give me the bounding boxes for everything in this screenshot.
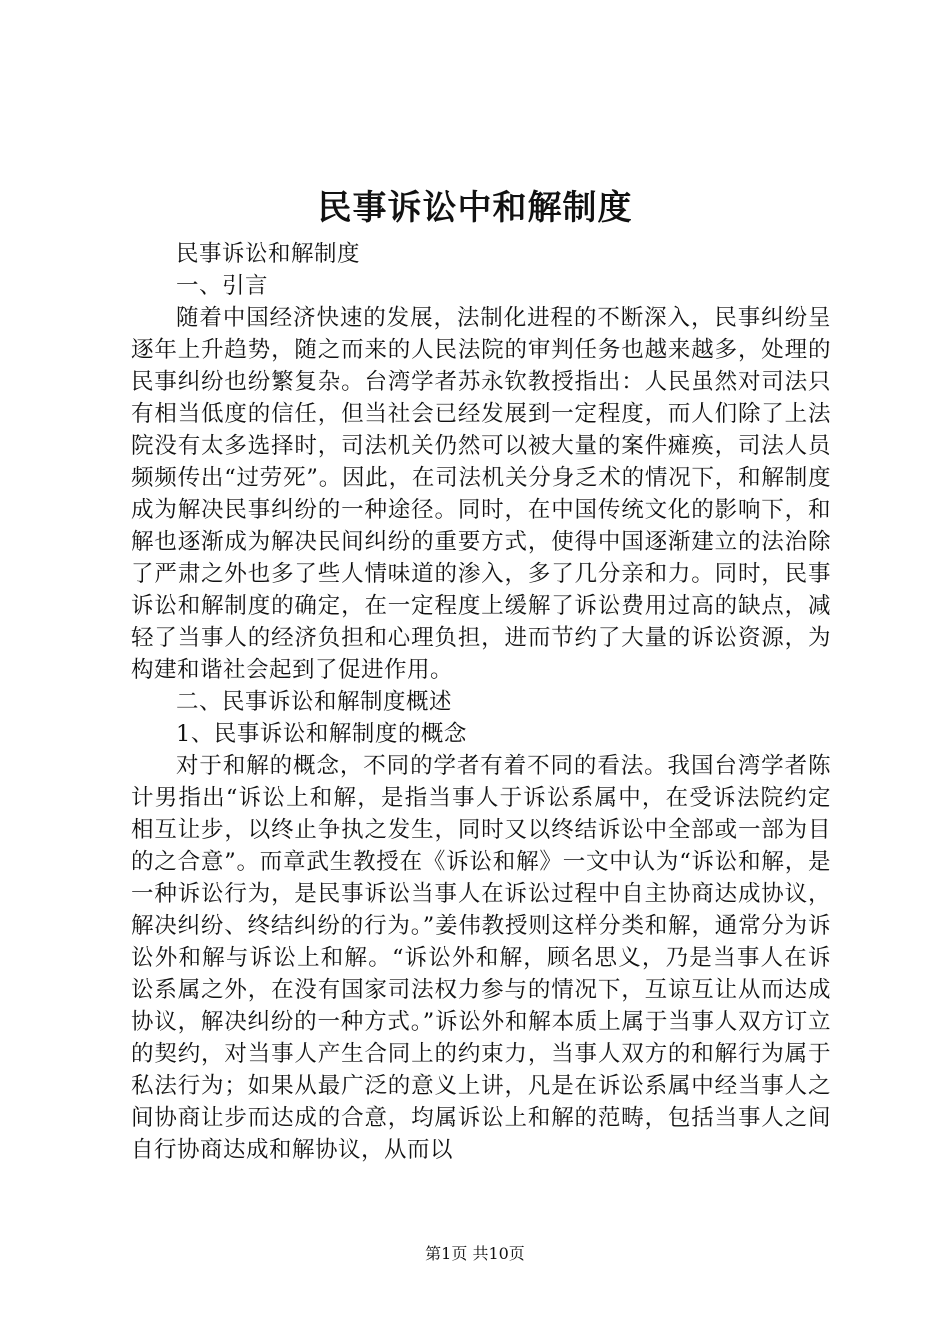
section-heading-introduction: 一、引言: [176, 273, 269, 299]
subsection-heading-concept: 1、民事诉讼和解制度的概念: [176, 721, 467, 747]
page-number-footer: 第1页 共10页: [425, 1244, 525, 1263]
section-heading-overview: 二、民事诉讼和解制度概述: [176, 689, 453, 715]
document-body: [131, 238, 831, 1166]
subtitle-paragraph: 民事诉讼和解制度: [176, 241, 361, 267]
body-paragraph: 随着中国经济快速的发展，法制化进程的不断深入，民事纠纷呈逐年上升趋势，随之而来的人民法院的审判任务也越来越多，处理的民事纠纷也纷繁复杂。台湾学者苏永钦教授指出：人民虽然对司法只有相当低度的信任，但当社会已经发展到一定程度，而人们除了上法院没有太多选择时，司法机关仍然可以被大量的案件瘫痪，司法人员频频传出“过劳死”。因此，在司法机关分身乏术的情况下，和解制度成为解决民事纠纷的一种途径。同时，在中国传统文化的影响下，和解也逐渐成为解决民间纠纷的重要方式，使得中国逐渐建立的法治除了严肃之外也多了些人情味道的渗入，多了几分亲和力。同时，民事诉讼和解制度的确定，在一定程度上缓解了诉讼费用过高的缺点，减轻了当事人的经济负担和心理负担，进而节约了大量的诉讼资源，为构建和谐社会起到了促进作用。: [131, 305, 831, 683]
body-paragraph: 对于和解的概念，不同的学者有着不同的看法。我国台湾学者陈计男指出“诉讼上和解，是指当事人于诉讼系属中，在受诉法院约定相互让步，以终止争执之发生，同时又以终结诉讼中全部或一部为目的之合意”。而章武生教授在《诉讼和解》一文中认为“诉讼和解，是一种诉讼行为，是民事诉讼当事人在诉讼过程中自主协商达成协议，解决纠纷、终结纠纷的行为。”姜伟教授则这样分类和解，通常分为诉讼外和解与诉讼上和解。“诉讼外和解，顾名思义，乃是当事人在诉讼系属之外，在没有国家司法权力参与的情况下，互谅互让从而达成协议，解决纠纷的一种方式。”诉讼外和解本质上属于当事人双方订立的契约，对当事人产生合同上的约束力，当事人双方的和解行为属于私法行为；如果从最广泛的意义上讲，凡是在诉讼系属中经当事人之间协商让步而达成的合意，均属诉讼上和解的范畴，包括当事人之间自行协商达成和解协议，从而以: [131, 753, 831, 1163]
document-title: 民事诉讼中和解制度: [317, 188, 633, 228]
